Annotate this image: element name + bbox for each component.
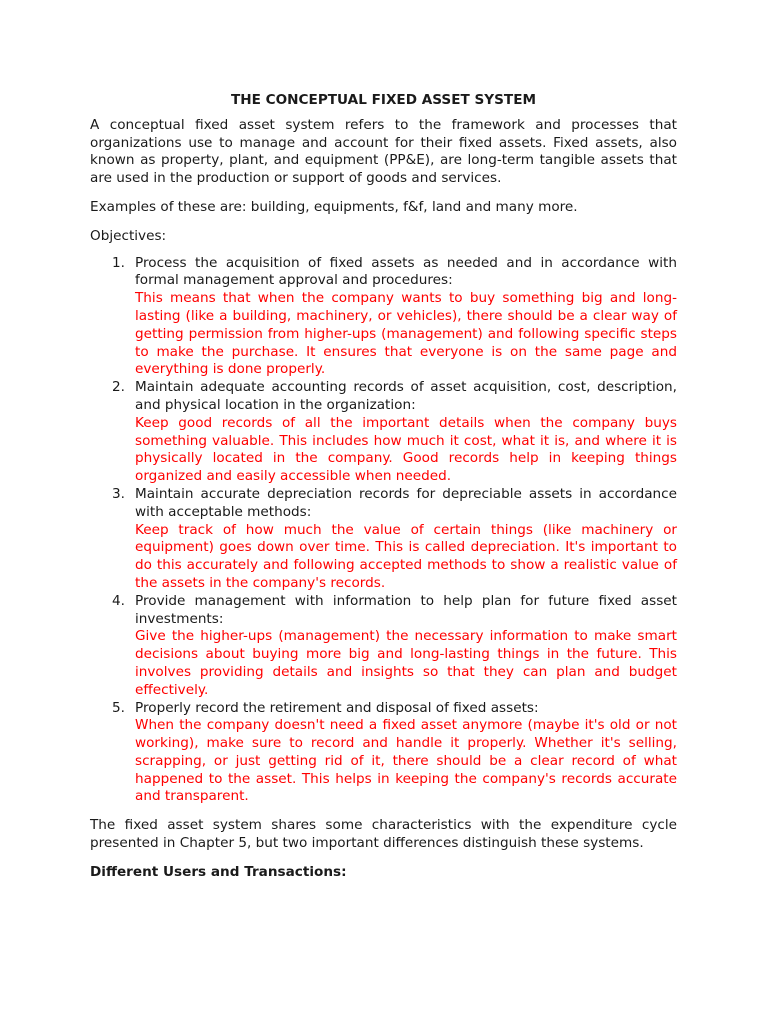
- examples-paragraph: Examples of these are: building, equipments, f&f, land and many more.: [90, 198, 578, 215]
- objective-item: [90, 593, 677, 700]
- objective-item: [90, 486, 677, 593]
- objective-text: Properly record the retirement and disposal of fixed assets:: [135, 699, 539, 716]
- document-page: [90, 84, 677, 882]
- document-title: THE CONCEPTUAL FIXED ASSET SYSTEM: [230, 92, 537, 108]
- objective-number: 3.: [112, 485, 125, 502]
- objective-text: Maintain adequate accounting records of asset acquisition, cost, description, and physical location in the organization:: [135, 379, 677, 413]
- objective-item: [90, 255, 677, 380]
- objectives-label: Objectives:: [90, 227, 167, 244]
- objective-text: Provide management with information to help plan for future fixed asset investments:: [135, 592, 677, 627]
- objective-number: 4.: [112, 592, 125, 609]
- objective-explanation: When the company doesn't need a fixed asset anymore (maybe it's old or not working), make sure to record and handle it properly. Whether it's selling, scrapping, or just getting rid of it, there should be a clear record of what happened to the asset. This helps in keeping the company's records accurate and transparent.: [135, 717, 677, 805]
- objective-text: Process the acquisition of fixed assets as needed and in accordance with formal management approval and procedures:: [135, 254, 677, 289]
- intro-paragraph: A conceptual fixed asset system refers to the framework and processes that organizations use to manage and account for their fixed assets. Fixed assets, also known as property, plant, and equipment (PP&E), are long-term tangible assets that are used in the production or support of goods and services.: [90, 116, 677, 187]
- section-subheading: Different Users and Transactions:: [90, 863, 347, 880]
- objectives-list: [90, 255, 677, 807]
- objective-explanation: Give the higher-ups (management) the necessary information to make smart decisions about buying more big and long-lasting things in the future. This involves providing details and insights so that they can plan and budget effectively.: [135, 628, 677, 698]
- objective-item: [90, 700, 677, 807]
- objective-explanation: Keep track of how much the value of certain things (like machinery or equipment) goes down over time. This is called depreciation. It's important to do this accurately and following accepted methods to show a realistic value of the assets in the company's records.: [135, 521, 677, 591]
- objective-text: Maintain accurate depreciation records for depreciable assets in accordance with acceptable methods:: [135, 485, 677, 520]
- objective-explanation: This means that when the company wants to buy something big and long-lasting (like a building, machinery, or vehicles), there should be a clear way of getting permission from higher-ups (management) and following specific steps to make the purchase. It ensures that everyone is on the same page and everything is done properly.: [135, 290, 677, 378]
- objective-item: [90, 379, 677, 486]
- closing-paragraph: The fixed asset system shares some characteristics with the expenditure cycle presented in Chapter 5, but two important differences distinguish these systems.: [90, 817, 677, 852]
- objective-number: 2.: [112, 379, 125, 396]
- objective-number: 5.: [112, 699, 125, 716]
- objective-number: 1.: [112, 254, 125, 271]
- objective-explanation: Keep good records of all the important details when the company buys something valuable. This includes how much it cost, what it is, and where it is physically located in the company. Good records help in keeping things organized and easily accessible when needed.: [135, 414, 677, 485]
